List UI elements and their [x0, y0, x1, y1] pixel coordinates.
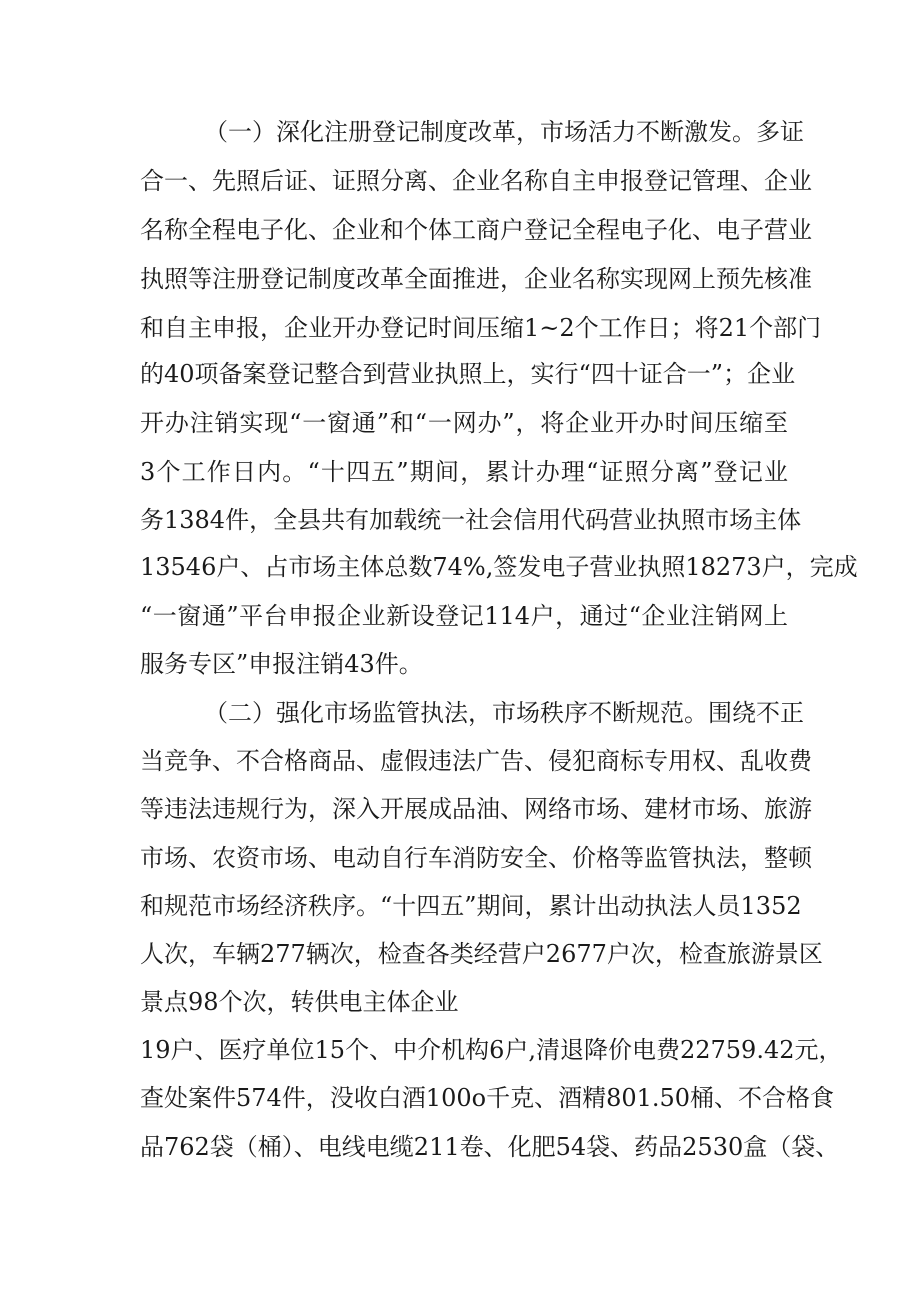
paragraph-3-line-1: 19户、医疗单位15个、中介机构6户,清退降价电费22759.42元， [140, 1036, 843, 1064]
paragraph-3-line-2: 查处案件574件，没收白酒100o千克、酒精801.50桶、不合格食 [140, 1084, 835, 1112]
paragraph-1-line-7: 开办注销实现“一窗通”和“一网办”，将企业开办时间压缩至 [140, 409, 788, 437]
paragraph-1-line-2: 合一、先照后证、证照分离、企业名称自主申报登记管理、企业 [140, 167, 812, 195]
paragraph-2-line-4: 市场、农资市场、电动自行车消防安全、价格等监管执法，整顿 [140, 844, 812, 872]
paragraph-2-line-1: （二）强化市场监管执法，市场秩序不断规范。围绕不正 [204, 699, 804, 727]
paragraph-1-line-4: 执照等注册登记制度改革全面推进，企业名称实现网上预先核准 [140, 265, 812, 293]
paragraph-2-line-5: 和规范市场经济秩序。“十四五”期间，累计出动执法人员1352 [140, 892, 802, 920]
paragraph-1-line-1: （一）深化注册登记制度改革，市场活力不断激发。多证 [204, 118, 804, 146]
paragraph-2-line-2: 当竞争、不合格商品、虚假违法广告、侵犯商标专用权、乱收费 [140, 747, 812, 775]
paragraph-2-line-3: 等违法违规行为，深入开展成品油、网络市场、建材市场、旅游 [140, 795, 812, 823]
paragraph-2-line-7: 景点98个次，转供电主体企业 [140, 988, 459, 1016]
paragraph-1-line-5: 和自主申报，企业开办登记时间压缩1~2个工作日；将21个部门 [140, 314, 822, 342]
paragraph-1-line-3: 名称全程电子化、企业和个体工商户登记全程电子化、电子营业 [140, 216, 812, 244]
paragraph-1-line-10: 13546户、占市场主体总数74%,签发电子营业执照18273户，完成 [140, 553, 858, 581]
paragraph-1-line-9: 务1384件，全县共有加载统一社会信用代码营业执照市场主体 [140, 506, 802, 534]
paragraph-1-line-6: 的40项备案登记整合到营业执照上，实行“四十证合一”；企业 [140, 360, 796, 388]
paragraph-2-line-6: 人次，车辆277辆次，检查各类经营户2677户次，检查旅游景区 [140, 940, 823, 968]
paragraph-1-line-12: 服务专区”申报注销43件。 [140, 650, 423, 678]
paragraph-1-line-11: “一窗通”平台申报企业新设登记114户，通过“企业注销网上 [140, 602, 788, 630]
paragraph-1-line-8: 3个工作日内。“十四五”期间，累计办理“证照分离”登记业 [140, 458, 788, 486]
paragraph-3-line-3: 品762袋（桶）、电线电缆211卷、化肥54袋、药品2530盒（袋、 [140, 1133, 840, 1161]
